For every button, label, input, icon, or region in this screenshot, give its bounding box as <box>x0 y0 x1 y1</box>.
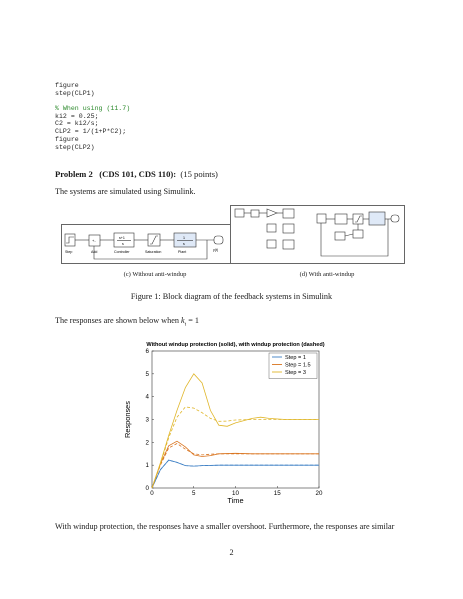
r-gain-block <box>267 209 277 217</box>
responses-k-subscript: t <box>184 321 187 328</box>
controller-label: Controller <box>114 250 130 254</box>
r-saturation-block <box>353 214 363 224</box>
r-integrator-block <box>283 224 294 233</box>
r-delay-block <box>283 240 294 249</box>
r-gain2-block <box>267 224 276 232</box>
y-tick-label: 0 <box>145 485 149 492</box>
output-port <box>214 236 223 244</box>
add-label: Add <box>91 250 98 254</box>
simulink-right-svg <box>231 206 404 263</box>
caption-without-antiwindup: (c) Without anti-windup <box>123 271 187 278</box>
code-line: figure <box>55 82 79 89</box>
problem-title: Problem 2 <box>55 169 93 179</box>
code-line: CLP2 = 1/(1+P*C2); <box>55 128 127 136</box>
output-label: y(t) <box>213 248 219 252</box>
code-line: figure <box>55 135 79 143</box>
r-antiwindup-gain <box>353 230 363 238</box>
responses-k: k <box>180 316 185 325</box>
y-tick-label: 2 <box>145 439 149 447</box>
y-tick-label: 5 <box>145 370 149 378</box>
y-tick-label: 1 <box>145 462 149 470</box>
page-number: 2 <box>229 548 234 557</box>
x-tick-label: 15 <box>273 490 281 497</box>
code-comment-line: % When using (11.7) <box>55 105 131 113</box>
step-label: Step <box>65 250 73 254</box>
simulink-left-svg <box>62 225 254 263</box>
r-add2-block <box>317 214 326 223</box>
simulink-diagram-left <box>61 224 255 264</box>
problem-points: (15 points) <box>180 169 218 179</box>
x-tick-label: 10 <box>232 490 239 497</box>
code-line: step(CLP1) <box>55 89 95 97</box>
legend-label: Step = 1 <box>285 355 306 361</box>
chart-title: Without windup protection (solid), with windup protection (dashed) <box>146 342 325 348</box>
y-tick-label: 4 <box>145 393 149 401</box>
plant-block <box>174 233 196 247</box>
caption-with-antiwindup: (d) With anti-windup <box>299 271 355 278</box>
responses-eq: = 1 <box>186 316 199 325</box>
problem-course: (CDS 101, CDS 110): <box>99 169 177 179</box>
r-add-block <box>251 210 259 217</box>
r-controller-block <box>283 209 294 218</box>
step-block <box>65 234 75 246</box>
y-tick-label: 3 <box>145 416 149 424</box>
x-tick-label: 5 <box>192 490 196 497</box>
controller-numerator: s+1 <box>119 236 125 240</box>
r-wire-9 <box>345 234 353 236</box>
saturation-label: Saturation <box>145 250 162 254</box>
code-line: step(CLP2) <box>55 143 95 151</box>
code-line: ki2 = 0.25; <box>55 112 99 120</box>
paragraph-simulated: The systems are simulated using Simulink. <box>55 187 196 196</box>
code-line <box>55 97 255 105</box>
plant-label: Plant <box>178 250 187 254</box>
response-chart <box>118 337 333 505</box>
x-tick-label: 0 <box>150 490 154 497</box>
paragraph-responses <box>55 316 199 328</box>
x-tick-label: 20 <box>315 490 323 497</box>
r-plant-block <box>369 212 385 225</box>
plant-denominator: s <box>183 242 185 246</box>
r-controller2-block <box>335 214 347 224</box>
code-line: C2 = ki2/s; <box>55 120 99 128</box>
r-antiwindup-sum <box>335 232 345 240</box>
problem-heading <box>55 169 218 179</box>
simulink-diagram-right <box>230 205 405 264</box>
r-sum-block <box>267 240 276 248</box>
code-listing <box>55 82 255 151</box>
r-step-block <box>235 209 244 217</box>
responses-intro: The responses are shown below when <box>55 316 179 325</box>
r-output-port <box>391 215 399 222</box>
x-axis-label: Time <box>227 496 244 505</box>
paragraph-conclusion: With windup protection, the responses have a smaller overshoot. Furthermore, the responses are similar <box>55 522 395 531</box>
response-chart-svg <box>118 337 333 505</box>
figure-caption: Figure 1: Block diagram of the feedback systems in Simulink <box>130 292 333 301</box>
legend-label: Step = 1.5 <box>285 362 311 369</box>
plant-numerator: 1 <box>183 236 185 240</box>
add-sign: +- <box>92 238 96 243</box>
y-axis-label: Responses <box>123 401 132 438</box>
legend-label: Step = 3 <box>285 370 306 376</box>
controller-denominator: s <box>122 242 124 246</box>
y-tick-label: 6 <box>145 348 149 355</box>
